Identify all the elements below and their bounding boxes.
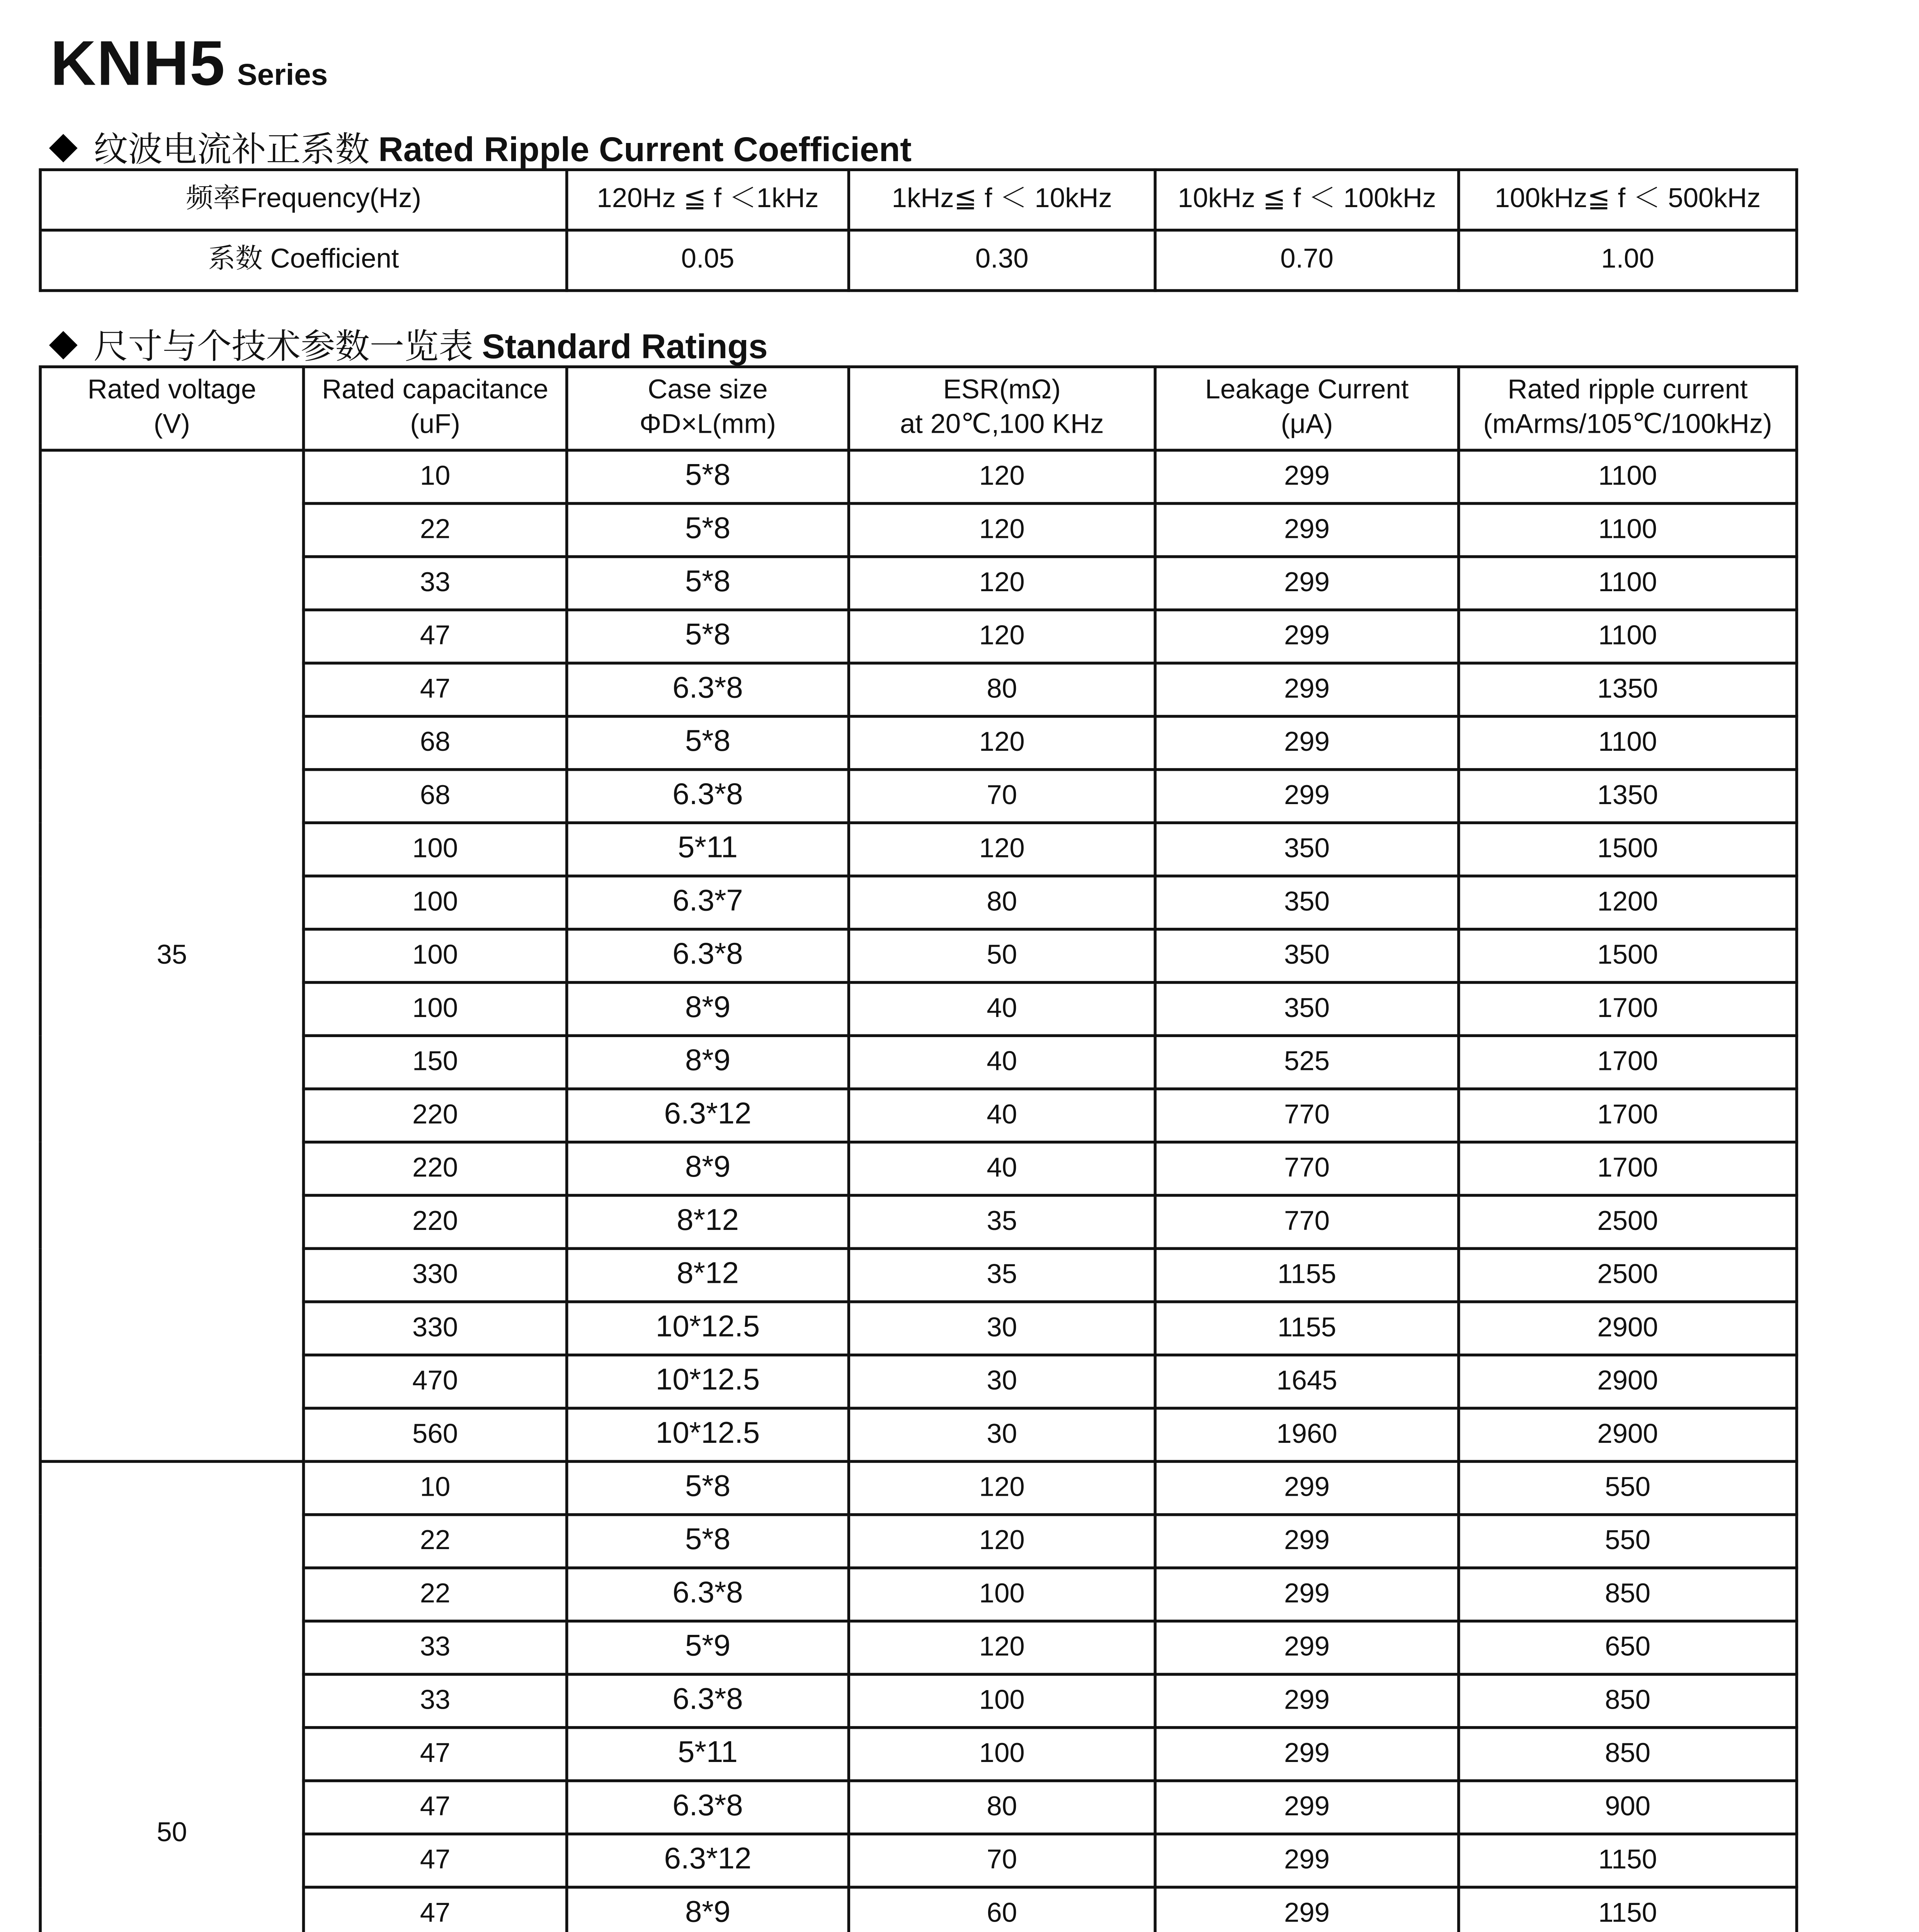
esr-cell: 40 [849,1036,1155,1089]
table-row [40,823,1797,876]
coefficient-table [39,168,1798,292]
ripple-current-cell: 1150 [1459,1887,1797,1932]
esr-cell: 40 [849,1089,1155,1142]
capacitance-cell: 47 [303,1781,567,1834]
ripple-current-cell: 850 [1459,1674,1797,1728]
header-unit: at 20℃,100 KHz [900,410,1104,440]
capacitance-cell: 330 [303,1248,567,1302]
leakage-current-cell: 299 [1155,1568,1458,1621]
leakage-current-cell: 350 [1155,983,1458,1036]
ripple-current-cell: 1500 [1459,823,1797,876]
table-row [40,1089,1797,1142]
esr-cell: 120 [849,1621,1155,1674]
leakage-current-cell: 299 [1155,1674,1458,1728]
coefficient-row [40,230,1797,291]
case-size-cell: 8*12 [567,1195,849,1248]
ratings-header-row [40,367,1797,450]
ratings-title-zh: 尺寸与个技术参数一览表 [93,327,473,367]
esr-cell: 35 [849,1195,1155,1248]
frequency-range: 120Hz ≦ f ＜1kHz [567,170,849,230]
series-title [50,29,328,100]
ripple-current-cell: 1100 [1459,716,1797,770]
capacitance-cell: 100 [303,823,567,876]
case-size-cell: 5*8 [567,503,849,557]
case-size-cell: 10*12.5 [567,1355,849,1408]
capacitance-cell: 47 [303,1887,567,1932]
ripple-current-cell: 2900 [1459,1408,1797,1461]
frequency-label: 频率Frequency(Hz) [40,170,567,230]
leakage-current-cell: 299 [1155,716,1458,770]
leakage-current-cell: 299 [1155,503,1458,557]
ripple-current-cell: 1700 [1459,983,1797,1036]
capacitance-cell: 22 [303,1568,567,1621]
case-size-cell: 6.3*8 [567,770,849,823]
table-row [40,1621,1797,1674]
esr-cell: 120 [849,557,1155,610]
esr-cell: 120 [849,1461,1155,1515]
esr-cell: 120 [849,503,1155,557]
leakage-current-cell: 299 [1155,557,1458,610]
capacitance-cell: 10 [303,450,567,503]
capacitance-cell: 560 [303,1408,567,1461]
ripple-current-cell: 1700 [1459,1089,1797,1142]
table-row [40,1355,1797,1408]
case-size-cell: 5*8 [567,1515,849,1568]
header-case-size [567,367,849,450]
table-row [40,929,1797,983]
leakage-current-cell: 299 [1155,663,1458,716]
capacitance-cell: 470 [303,1355,567,1408]
esr-cell: 70 [849,770,1155,823]
table-row [40,1248,1797,1302]
header-line: ESR(mΩ) [943,376,1061,406]
esr-cell: 30 [849,1355,1155,1408]
case-size-cell: 5*9 [567,1621,849,1674]
esr-cell: 100 [849,1674,1155,1728]
header-line: Rated capacitance [322,376,549,406]
leakage-current-cell: 299 [1155,1781,1458,1834]
coefficient-label: 系数 Coefficient [40,230,567,291]
leakage-current-cell: 770 [1155,1089,1458,1142]
ripple-current-cell: 850 [1459,1568,1797,1621]
header-unit: (mArms/105℃/100kHz) [1483,410,1772,440]
case-size-cell: 5*8 [567,450,849,503]
ripple-section-heading [50,121,912,171]
capacitance-cell: 68 [303,716,567,770]
header-unit: (uF) [410,410,460,440]
capacitance-cell: 22 [303,1515,567,1568]
capacitance-cell: 100 [303,929,567,983]
ripple-current-cell: 1500 [1459,929,1797,983]
leakage-current-cell: 299 [1155,1621,1458,1674]
table-row [40,450,1797,503]
diamond-bullet-icon [49,331,78,360]
table-row [40,716,1797,770]
header-line: Rated ripple current [1507,376,1748,406]
ripple-current-cell: 650 [1459,1621,1797,1674]
ripple-current-cell: 850 [1459,1728,1797,1781]
leakage-current-cell: 1645 [1155,1355,1458,1408]
header-unit: (μA) [1281,410,1333,440]
table-row [40,1036,1797,1089]
frequency-range: 1kHz≦ f ＜ 10kHz [849,170,1155,230]
leakage-current-cell: 299 [1155,1887,1458,1932]
ripple-current-cell: 1100 [1459,450,1797,503]
leakage-current-cell: 350 [1155,823,1458,876]
series-label: Series [237,59,328,92]
case-size-cell: 6.3*12 [567,1089,849,1142]
table-row [40,1834,1797,1887]
header-esr [849,367,1155,450]
ratings-section-heading [50,318,767,368]
capacitance-cell: 22 [303,503,567,557]
table-row [40,1142,1797,1196]
table-row [40,663,1797,716]
frequency-range: 10kHz ≦ f ＜ 100kHz [1155,170,1458,230]
ripple-current-cell: 2500 [1459,1195,1797,1248]
esr-cell: 50 [849,929,1155,983]
leakage-current-cell: 299 [1155,1461,1458,1515]
capacitance-cell: 10 [303,1461,567,1515]
table-row [40,1408,1797,1461]
capacitance-cell: 33 [303,1674,567,1728]
table-row [40,1302,1797,1355]
ripple-current-cell: 1200 [1459,876,1797,929]
capacitance-cell: 68 [303,770,567,823]
case-size-cell: 6.3*8 [567,929,849,983]
esr-cell: 120 [849,610,1155,663]
leakage-current-cell: 1155 [1155,1248,1458,1302]
case-size-cell: 10*12.5 [567,1408,849,1461]
leakage-current-cell: 770 [1155,1142,1458,1196]
ratings-title-en: Standard Ratings [482,328,768,367]
case-size-cell: 6.3*8 [567,1674,849,1728]
capacitance-cell: 47 [303,1834,567,1887]
case-size-cell: 6.3*8 [567,1568,849,1621]
capacitance-cell: 220 [303,1142,567,1196]
table-row [40,1781,1797,1834]
table-row [40,1728,1797,1781]
header-line: Leakage Current [1205,376,1409,406]
case-size-cell: 6.3*12 [567,1834,849,1887]
header-unit: (V) [153,410,190,440]
ripple-current-cell: 2500 [1459,1248,1797,1302]
ripple-current-cell: 1350 [1459,663,1797,716]
ripple-current-cell: 1700 [1459,1036,1797,1089]
ratings-table [39,366,1798,1932]
table-row [40,1887,1797,1932]
case-size-cell: 8*9 [567,1036,849,1089]
leakage-current-cell: 350 [1155,876,1458,929]
case-size-cell: 5*8 [567,716,849,770]
header-line: Rated voltage [87,376,257,406]
ripple-current-cell: 1100 [1459,610,1797,663]
header-rated-voltage [40,367,303,450]
ripple-current-cell: 1350 [1459,770,1797,823]
case-size-cell: 5*11 [567,823,849,876]
leakage-current-cell: 299 [1155,450,1458,503]
case-size-cell: 8*9 [567,1887,849,1932]
esr-cell: 35 [849,1248,1155,1302]
esr-cell: 120 [849,450,1155,503]
table-row [40,1568,1797,1621]
ripple-current-cell: 1150 [1459,1834,1797,1887]
diamond-bullet-icon [49,134,78,163]
ripple-current-cell: 2900 [1459,1355,1797,1408]
voltage-cell: 35 [40,450,303,1461]
table-row [40,1461,1797,1515]
header-rated-capacitance [303,367,567,450]
capacitance-cell: 33 [303,1621,567,1674]
leakage-current-cell: 770 [1155,1195,1458,1248]
capacitance-cell: 220 [303,1195,567,1248]
capacitance-cell: 150 [303,1036,567,1089]
table-row [40,983,1797,1036]
ripple-current-cell: 1100 [1459,557,1797,610]
esr-cell: 100 [849,1728,1155,1781]
esr-cell: 40 [849,983,1155,1036]
table-row [40,1195,1797,1248]
esr-cell: 30 [849,1302,1155,1355]
voltage-cell: 50 [40,1461,303,1932]
esr-cell: 40 [849,1142,1155,1196]
case-size-cell: 5*8 [567,1461,849,1515]
capacitance-cell: 100 [303,983,567,1036]
ripple-current-cell: 1700 [1459,1142,1797,1196]
leakage-current-cell: 350 [1155,929,1458,983]
esr-cell: 70 [849,1834,1155,1887]
ripple-current-cell: 1100 [1459,503,1797,557]
esr-cell: 120 [849,1515,1155,1568]
case-size-cell: 8*12 [567,1248,849,1302]
ripple-current-cell: 900 [1459,1781,1797,1834]
ripple-title-zh: 纹波电流补正系数 [93,129,370,170]
table-row [40,503,1797,557]
leakage-current-cell: 299 [1155,770,1458,823]
header-line: Case size [648,376,768,406]
coefficient-value: 0.70 [1155,230,1458,291]
esr-cell: 80 [849,876,1155,929]
leakage-current-cell: 299 [1155,610,1458,663]
case-size-cell: 8*9 [567,1142,849,1196]
case-size-cell: 6.3*8 [567,1781,849,1834]
case-size-cell: 6.3*8 [567,663,849,716]
ripple-current-cell: 550 [1459,1461,1797,1515]
esr-cell: 120 [849,823,1155,876]
esr-cell: 80 [849,663,1155,716]
table-row [40,1674,1797,1728]
leakage-current-cell: 1155 [1155,1302,1458,1355]
ripple-current-cell: 2900 [1459,1302,1797,1355]
case-size-cell: 8*9 [567,983,849,1036]
ripple-current-cell: 550 [1459,1515,1797,1568]
table-row [40,610,1797,663]
capacitance-cell: 47 [303,610,567,663]
capacitance-cell: 47 [303,663,567,716]
coefficient-value: 0.30 [849,230,1155,291]
leakage-current-cell: 299 [1155,1834,1458,1887]
case-size-cell: 5*8 [567,610,849,663]
leakage-current-cell: 1960 [1155,1408,1458,1461]
leakage-current-cell: 525 [1155,1036,1458,1089]
capacitance-cell: 47 [303,1728,567,1781]
capacitance-cell: 220 [303,1089,567,1142]
esr-cell: 120 [849,716,1155,770]
leakage-current-cell: 299 [1155,1515,1458,1568]
table-row [40,770,1797,823]
case-size-cell: 6.3*7 [567,876,849,929]
table-row [40,1515,1797,1568]
esr-cell: 60 [849,1887,1155,1932]
table-row [40,876,1797,929]
esr-cell: 30 [849,1408,1155,1461]
capacitance-cell: 100 [303,876,567,929]
frequency-range: 100kHz≦ f ＜ 500kHz [1459,170,1797,230]
case-size-cell: 5*8 [567,557,849,610]
case-size-cell: 10*12.5 [567,1302,849,1355]
header-ripple-current [1459,367,1797,450]
capacitance-cell: 330 [303,1302,567,1355]
case-size-cell: 5*11 [567,1728,849,1781]
header-unit: ΦD×L(mm) [639,410,776,440]
esr-cell: 100 [849,1568,1155,1621]
coefficient-value: 0.05 [567,230,849,291]
capacitance-cell: 33 [303,557,567,610]
frequency-row [40,170,1797,230]
header-leakage-current [1155,367,1458,450]
coefficient-value: 1.00 [1459,230,1797,291]
series-name: KNH5 [50,29,226,99]
ratings-table-body [40,367,1797,1932]
leakage-current-cell: 299 [1155,1728,1458,1781]
ripple-title-en: Rated Ripple Current Coefficient [378,131,912,170]
table-row [40,557,1797,610]
esr-cell: 80 [849,1781,1155,1834]
